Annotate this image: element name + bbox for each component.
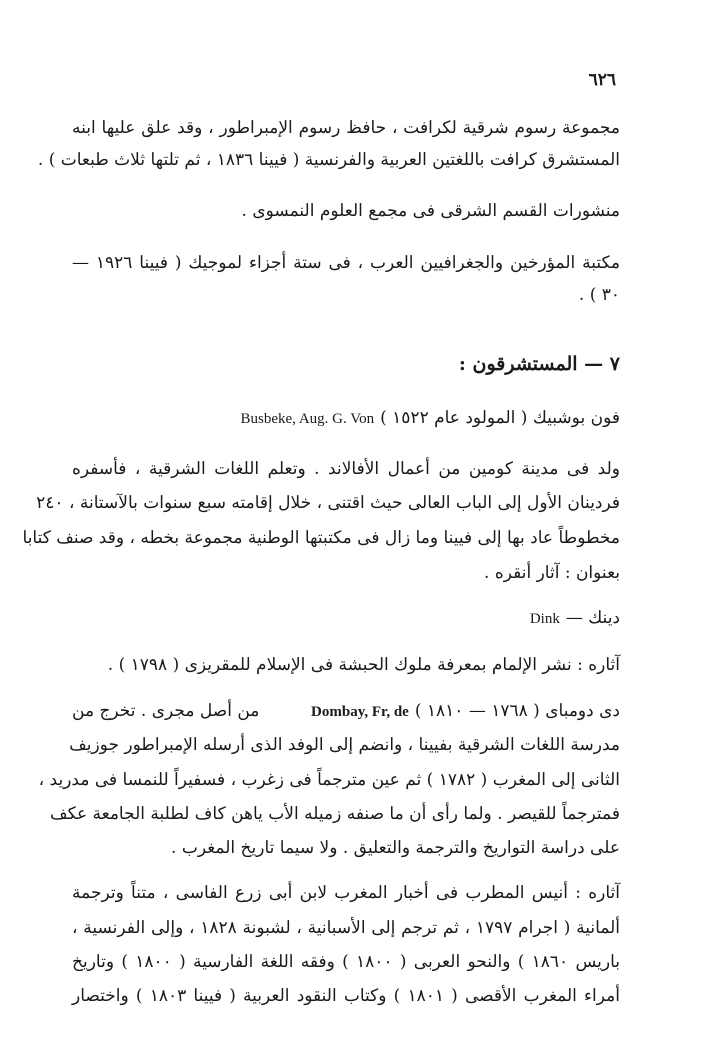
dombay-origin: من أصل مجرى . تخرج من — [72, 701, 260, 721]
para3-line1: مكتبة المؤرخين والجغرافيين العرب ، فى ستة أجزاء لموجيك ( فيينا ١٩٢٦ — — [72, 253, 620, 273]
dombay-line3: الثانى إلى المغرب ( ١٧٨٢ ) ثم عين مترجماً فى زغرب ، فسفيراً للنمسا فى مدريد ، — [38, 770, 620, 790]
dombay-line4: فمترجماً للقيصر . ولما رأى أن ما صنفه زميله الأب ياهن كاف لطلبة الجامعة عكف — [49, 804, 620, 824]
busbeke-latin-name: Busbeke, Aug. G. Von — [240, 411, 375, 427]
dombay-latin-name: Dombay, Fr, de — [311, 704, 409, 720]
para2-line1: منشورات القسم الشرقى فى مجمع العلوم النمسوى . — [241, 201, 620, 221]
dombay-works-line2: ألمانية ( اجرام ١٧٩٧ ، ثم ترجم إلى الأسبانية ، لشبونة ١٨٢٨ ، وإلى الفرنسية ، — [72, 918, 620, 938]
para1-line2: المستشرق كرافت باللغتين العربية والفرنسية ( فيينا ١٨٣٦ ، ثم تلتها ثلاث طبعات ) . — [37, 150, 620, 170]
section-heading: ٧ — المستشرقون : — [458, 353, 620, 375]
page-number: ٦٢٦ — [588, 70, 616, 90]
dombay-works-line3: باريس ١٨٦٠ ) والنحو العربى ( ١٨٠٠ ) وفقه اللغة الفارسية ( ١٨٠٠ ) وتاريخ — [72, 952, 620, 972]
dombay-arabic-name: دى دومباى ( ١٧٦٨ — ١٨١٠ ) — [414, 701, 620, 721]
busbeke-entry-title — [241, 410, 621, 427]
para1-line1: مجموعة رسوم شرقية لكرافت ، حافظ رسوم الإمبراطور ، وقد علق عليها ابنه — [72, 118, 620, 138]
dombay-works-line1: آثاره : أنيس المطرب فى أخبار المغرب لابن أبى زرع الفاسى ، متناً وترجمة — [72, 883, 620, 903]
para3-line2: ٣٠ ) . — [578, 285, 620, 305]
dink-works: آثاره : نشر الإلمام بمعرفة ملوك الحبشة فى الإسلام للمقريزى ( ١٧٩٨ ) . — [107, 655, 620, 675]
dink-entry-title — [530, 610, 620, 627]
dink-arabic-name: دينك — — [565, 608, 620, 628]
busbeke-arabic-name: فون بوشبيك ( المولود عام ١٥٢٢ ) — [380, 408, 620, 428]
dombay-works-line4: أمراء المغرب الأقصى ( ١٨٠١ ) وكتاب النقود العربية ( فيينا ١٨٠٣ ) واختصار — [72, 986, 620, 1006]
busbeke-line4: بعنوان : آثار أنقره . — [484, 563, 620, 583]
busbeke-line3: مخطوطاً عاد بها إلى فيينا وما زال فى مكتبتها الوطنية مجموعة بخطه ، وقد صنف كتابا — [22, 528, 620, 548]
dombay-entry-title — [72, 703, 620, 720]
dink-latin-name: Dink — [529, 611, 560, 627]
dombay-line5: على دراسة التواريخ والترجمة والتعليق . ولا سيما تاريخ المغرب . — [171, 838, 620, 858]
busbeke-line2: فردينان الأول إلى الباب العالى حيث اقتنى ، خلال إقامته سبع سنوات بالآستانة ، ٢٤٠ — [36, 493, 620, 513]
busbeke-line1: ولد فى مدينة كومين من أعمال الأفالاند . وتعلم اللغات الشرقية ، فأسفره — [72, 459, 620, 479]
dombay-line2: مدرسة اللغات الشرقية بفيينا ، وانضم إلى الوفد الذى أرسله الإمبراطور جوزيف — [69, 735, 620, 755]
